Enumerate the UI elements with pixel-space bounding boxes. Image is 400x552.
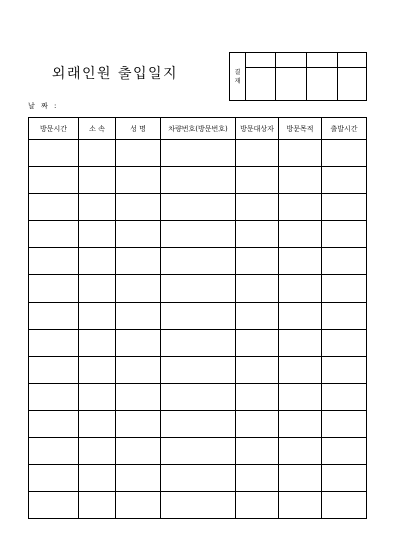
table-cell[interactable] bbox=[116, 221, 161, 248]
table-cell[interactable] bbox=[236, 465, 279, 492]
table-cell[interactable] bbox=[29, 167, 79, 194]
header-departure-time: 출발시간 bbox=[322, 118, 367, 140]
table-row bbox=[29, 492, 367, 519]
table-cell[interactable] bbox=[322, 248, 367, 275]
table-cell[interactable] bbox=[322, 329, 367, 356]
table-cell[interactable] bbox=[29, 329, 79, 356]
approval-sign-cell[interactable] bbox=[276, 68, 307, 101]
table-cell[interactable] bbox=[161, 167, 236, 194]
table-row bbox=[29, 465, 367, 492]
date-label: 날 짜 : bbox=[28, 102, 59, 110]
table-cell[interactable] bbox=[279, 302, 322, 329]
table-cell[interactable] bbox=[79, 383, 116, 410]
table-cell[interactable] bbox=[279, 492, 322, 519]
table-cell[interactable] bbox=[79, 410, 116, 437]
table-row bbox=[29, 329, 367, 356]
table-cell[interactable] bbox=[279, 221, 322, 248]
table-cell[interactable] bbox=[322, 465, 367, 492]
table-cell[interactable] bbox=[161, 302, 236, 329]
table-cell[interactable] bbox=[236, 221, 279, 248]
approval-title-cell bbox=[276, 53, 307, 68]
table-cell[interactable] bbox=[29, 302, 79, 329]
table-cell[interactable] bbox=[116, 410, 161, 437]
table-cell[interactable] bbox=[79, 167, 116, 194]
table-cell[interactable] bbox=[279, 410, 322, 437]
table-row bbox=[29, 302, 367, 329]
table-cell[interactable] bbox=[322, 492, 367, 519]
table-cell[interactable] bbox=[116, 492, 161, 519]
table-cell[interactable] bbox=[161, 248, 236, 275]
table-cell[interactable] bbox=[116, 140, 161, 167]
table-row bbox=[29, 221, 367, 248]
table-cell[interactable] bbox=[236, 410, 279, 437]
table-cell[interactable] bbox=[116, 275, 161, 302]
approval-box bbox=[229, 52, 367, 101]
table-cell[interactable] bbox=[116, 329, 161, 356]
table-cell[interactable] bbox=[322, 383, 367, 410]
table-cell[interactable] bbox=[236, 329, 279, 356]
table-cell[interactable] bbox=[79, 329, 116, 356]
table-cell[interactable] bbox=[116, 438, 161, 465]
table-row bbox=[29, 438, 367, 465]
approval-sign-cell[interactable] bbox=[307, 68, 338, 101]
table-cell[interactable] bbox=[161, 356, 236, 383]
table-cell[interactable] bbox=[29, 194, 79, 221]
table-cell[interactable] bbox=[79, 302, 116, 329]
table-cell[interactable] bbox=[236, 167, 279, 194]
table-cell[interactable] bbox=[161, 140, 236, 167]
table-cell[interactable] bbox=[29, 410, 79, 437]
table-cell[interactable] bbox=[161, 275, 236, 302]
table-cell[interactable] bbox=[279, 356, 322, 383]
visitor-log-table bbox=[28, 117, 367, 519]
table-cell[interactable] bbox=[29, 438, 79, 465]
log-body bbox=[29, 140, 367, 519]
header-row bbox=[29, 118, 367, 140]
table-cell[interactable] bbox=[236, 356, 279, 383]
approval-label-char-1: 결 bbox=[234, 68, 241, 76]
table-cell[interactable] bbox=[79, 248, 116, 275]
table-cell[interactable] bbox=[322, 356, 367, 383]
table-cell[interactable] bbox=[279, 167, 322, 194]
table-cell[interactable] bbox=[236, 194, 279, 221]
table-cell[interactable] bbox=[79, 194, 116, 221]
table-cell[interactable] bbox=[322, 438, 367, 465]
table-cell[interactable] bbox=[161, 438, 236, 465]
table-cell[interactable] bbox=[279, 438, 322, 465]
table-cell[interactable] bbox=[236, 492, 279, 519]
table-cell[interactable] bbox=[29, 275, 79, 302]
table-cell[interactable] bbox=[279, 329, 322, 356]
approval-label bbox=[230, 53, 246, 101]
header-vehicle-number: 차량번호(방문번호) bbox=[161, 118, 236, 140]
table-cell[interactable] bbox=[322, 140, 367, 167]
table-cell[interactable] bbox=[236, 438, 279, 465]
header-visit-purpose: 방문목적 bbox=[279, 118, 322, 140]
table-cell[interactable] bbox=[161, 410, 236, 437]
table-cell[interactable] bbox=[161, 221, 236, 248]
table-cell[interactable] bbox=[116, 302, 161, 329]
table-cell[interactable] bbox=[29, 492, 79, 519]
table-cell[interactable] bbox=[279, 275, 322, 302]
table-cell[interactable] bbox=[79, 465, 116, 492]
table-cell[interactable] bbox=[116, 356, 161, 383]
table-cell[interactable] bbox=[322, 194, 367, 221]
table-cell[interactable] bbox=[161, 465, 236, 492]
table-cell[interactable] bbox=[279, 194, 322, 221]
approval-title-cell bbox=[246, 53, 276, 68]
table-row bbox=[29, 167, 367, 194]
table-row bbox=[29, 140, 367, 167]
table-cell[interactable] bbox=[279, 140, 322, 167]
table-cell[interactable] bbox=[322, 302, 367, 329]
table-row bbox=[29, 194, 367, 221]
table-cell[interactable] bbox=[79, 221, 116, 248]
table-cell[interactable] bbox=[236, 302, 279, 329]
table-cell[interactable] bbox=[161, 194, 236, 221]
table-cell[interactable] bbox=[79, 492, 116, 519]
table-cell[interactable] bbox=[322, 221, 367, 248]
table-cell[interactable] bbox=[279, 383, 322, 410]
table-cell[interactable] bbox=[29, 465, 79, 492]
approval-title-cell bbox=[338, 53, 367, 68]
table-cell[interactable] bbox=[116, 248, 161, 275]
header-visit-target: 방문대상자 bbox=[236, 118, 279, 140]
header-name: 성 명 bbox=[116, 118, 161, 140]
table-row bbox=[29, 248, 367, 275]
approval-title-cell bbox=[307, 53, 338, 68]
document-title: 외래인원 출입일지 bbox=[51, 66, 179, 82]
table-cell[interactable] bbox=[116, 167, 161, 194]
table-row bbox=[29, 275, 367, 302]
table-cell[interactable] bbox=[29, 383, 79, 410]
table-row bbox=[29, 383, 367, 410]
table-cell[interactable] bbox=[236, 248, 279, 275]
table-cell[interactable] bbox=[79, 275, 116, 302]
table-cell[interactable] bbox=[79, 438, 116, 465]
table-cell[interactable] bbox=[236, 140, 279, 167]
table-cell[interactable] bbox=[79, 140, 116, 167]
table-cell[interactable] bbox=[29, 140, 79, 167]
table-cell[interactable] bbox=[322, 275, 367, 302]
approval-sign-cell[interactable] bbox=[246, 68, 276, 101]
table-cell[interactable] bbox=[29, 356, 79, 383]
approval-label-char-2: 재 bbox=[234, 77, 241, 85]
table-cell[interactable] bbox=[279, 465, 322, 492]
table-cell[interactable] bbox=[29, 221, 79, 248]
table-cell[interactable] bbox=[322, 410, 367, 437]
table-cell[interactable] bbox=[161, 383, 236, 410]
table-cell[interactable] bbox=[116, 383, 161, 410]
table-cell[interactable] bbox=[29, 248, 79, 275]
approval-sign-cell[interactable] bbox=[338, 68, 367, 101]
table-cell[interactable] bbox=[116, 465, 161, 492]
table-row bbox=[29, 410, 367, 437]
table-cell[interactable] bbox=[322, 167, 367, 194]
header-visit-time: 방문시간 bbox=[29, 118, 79, 140]
table-row bbox=[29, 356, 367, 383]
table-cell[interactable] bbox=[236, 275, 279, 302]
table-cell[interactable] bbox=[236, 383, 279, 410]
header-affiliation: 소 속 bbox=[79, 118, 116, 140]
table-cell[interactable] bbox=[79, 356, 116, 383]
table-cell[interactable] bbox=[116, 194, 161, 221]
table-cell[interactable] bbox=[161, 329, 236, 356]
table-cell[interactable] bbox=[161, 492, 236, 519]
table-cell[interactable] bbox=[279, 248, 322, 275]
